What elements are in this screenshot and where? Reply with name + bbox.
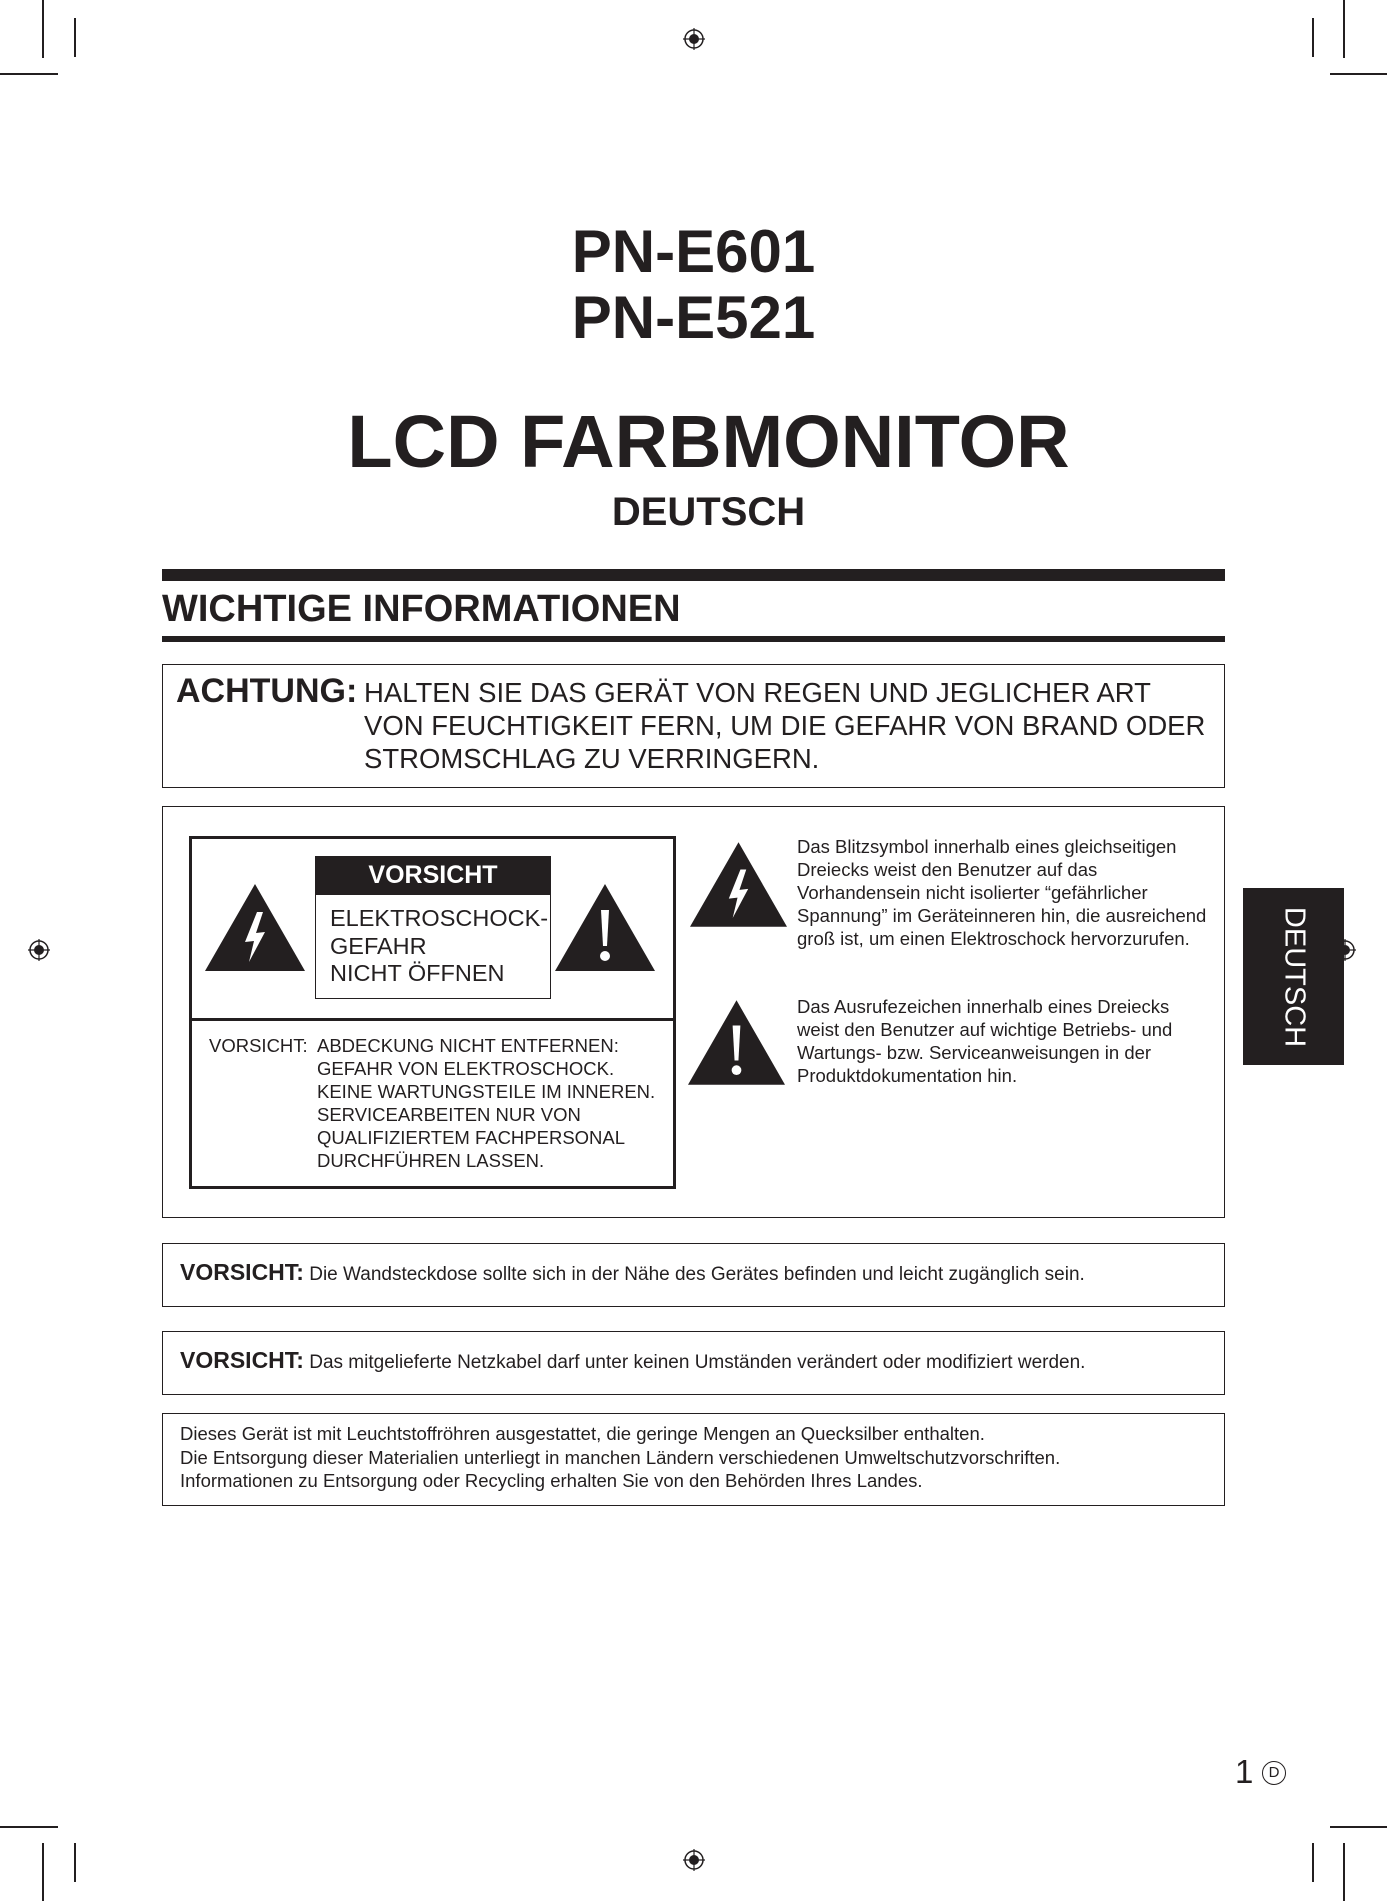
crop-mark [1343, 1843, 1345, 1901]
model-number: PN-E601 [571, 218, 816, 285]
lightning-description-line: Dreiecks weist den Benutzer auf das [797, 859, 1098, 880]
exclamation-description-line: Wartungs- bzw. Serviceanweisungen in der [797, 1042, 1152, 1063]
caution-warning-line: KEINE WARTUNGSTEILE IM INNEREN. [317, 1081, 656, 1102]
caution-warning-text [317, 1034, 667, 1172]
mercury-line: Informationen zu Entsorgung oder Recycling erhalten Sie von den Behörden Ihres Landes. [180, 1470, 923, 1491]
lightning-description-line: Das Blitzsymbol innerhalb eines gleichseitigen [797, 836, 1177, 857]
lightning-warning-icon [205, 884, 305, 971]
achtung-line: STROMSCHLAG ZU VERRINGERN. [364, 743, 820, 774]
caution-warning-line: QUALIFIZIERTEM FACHPERSONAL [317, 1127, 626, 1148]
exclamation-description [797, 995, 1222, 1087]
crop-mark [0, 73, 58, 75]
registration-mark-icon [683, 28, 705, 50]
exclamation-description-line: weist den Benutzer auf wichtige Betriebs- und [797, 1019, 1173, 1040]
notice-text: Das mitgelieferte Netzkabel darf unter keinen Umständen verändert oder modifiziert werden. [309, 1352, 1086, 1373]
document-title: LCD FARBMONITOR [347, 400, 1070, 483]
caution-body [315, 894, 551, 999]
caution-line: GEFAHR [330, 932, 427, 959]
achtung-text [364, 676, 1214, 775]
crop-mark [1312, 1843, 1314, 1882]
caution-warning-label: VORSICHT: [209, 1035, 308, 1056]
notice [180, 1345, 1085, 1378]
language-heading: DEUTSCH [611, 490, 806, 534]
crop-mark [1330, 1826, 1387, 1828]
language-tab-label: DEUTSCH [1278, 906, 1310, 1047]
crop-mark [74, 18, 76, 57]
crop-mark [1312, 18, 1314, 57]
crop-mark [74, 1843, 76, 1882]
exclamation-warning-icon [555, 884, 655, 971]
achtung-label: ACHTUNG: [176, 672, 358, 710]
lightning-description-line: Spannung” im Geräteinneren hin, die ausreichend [797, 905, 1207, 926]
notice-text: Die Wandsteckdose sollte sich in der Nähe des Gerätes befinden und leicht zugänglich sein. [309, 1264, 1085, 1285]
achtung-line: VON FEUCHTIGKEIT FERN, UM DIE GEFAHR VON BRAND ODER [364, 710, 1206, 741]
page-marker: D [1262, 1761, 1286, 1785]
exclamation-description-line: Das Ausrufezeichen innerhalb eines Dreiecks [797, 996, 1170, 1017]
crop-mark [1330, 73, 1387, 75]
caution-heading: VORSICHT [315, 856, 551, 894]
notice-label: VORSICHT: [180, 1259, 304, 1285]
registration-mark-icon [28, 939, 50, 961]
notice [180, 1257, 1085, 1290]
crop-mark [0, 1826, 58, 1828]
mercury-line: Dieses Gerät ist mit Leuchtstoffröhren ausgestattet, die geringe Mengen an Quecksilber enthalten. [180, 1423, 985, 1444]
exclamation-description-line: Produktdokumentation hin. [797, 1065, 1018, 1086]
caution-warning-line: DURCHFÜHREN LASSEN. [317, 1150, 545, 1171]
registration-mark-icon [683, 1849, 705, 1871]
language-tab-label-wrap [1243, 888, 1344, 1065]
mercury-line: Die Entsorgung dieser Materialien unterliegt in manchen Ländern verschiedenen Umweltschutzvorschriften. [180, 1446, 1061, 1468]
lightning-description-line: Vorhandensein nicht isolierter “gefährlicher [797, 882, 1148, 903]
lightning-description-line: groß ist, um einen Elektroschock hervorzurufen. [797, 928, 1190, 949]
lightning-symbol-icon [690, 842, 787, 927]
model-number: PN-E521 [571, 284, 816, 351]
crop-mark [42, 0, 44, 58]
section-rule-top [162, 569, 1225, 581]
notice-label: VORSICHT: [180, 1347, 304, 1373]
caution-line: ELEKTROSCHOCK- [330, 905, 549, 931]
crop-mark [1343, 0, 1345, 58]
page-number: 1 [1235, 1753, 1254, 1790]
mercury-notice [180, 1422, 1220, 1493]
exclamation-symbol-icon [688, 1000, 785, 1085]
lightning-description [797, 835, 1222, 950]
caution-label-divider [189, 1018, 676, 1021]
achtung-line: HALTEN SIE DAS GERÄT VON REGEN UND JEGLICHER ART [364, 677, 1151, 708]
section-title: WICHTIGE INFORMATIONEN [162, 588, 681, 630]
caution-warning-line: ABDECKUNG NICHT ENTFERNEN: [317, 1035, 619, 1056]
caution-line: NICHT ÖFFNEN [330, 960, 505, 986]
caution-warning-line: GEFAHR VON ELEKTROSCHOCK. [317, 1058, 615, 1079]
section-rule-bottom [162, 636, 1225, 642]
crop-mark [42, 1843, 44, 1901]
caution-warning-line: SERVICEARBEITEN NUR VON [317, 1104, 581, 1125]
